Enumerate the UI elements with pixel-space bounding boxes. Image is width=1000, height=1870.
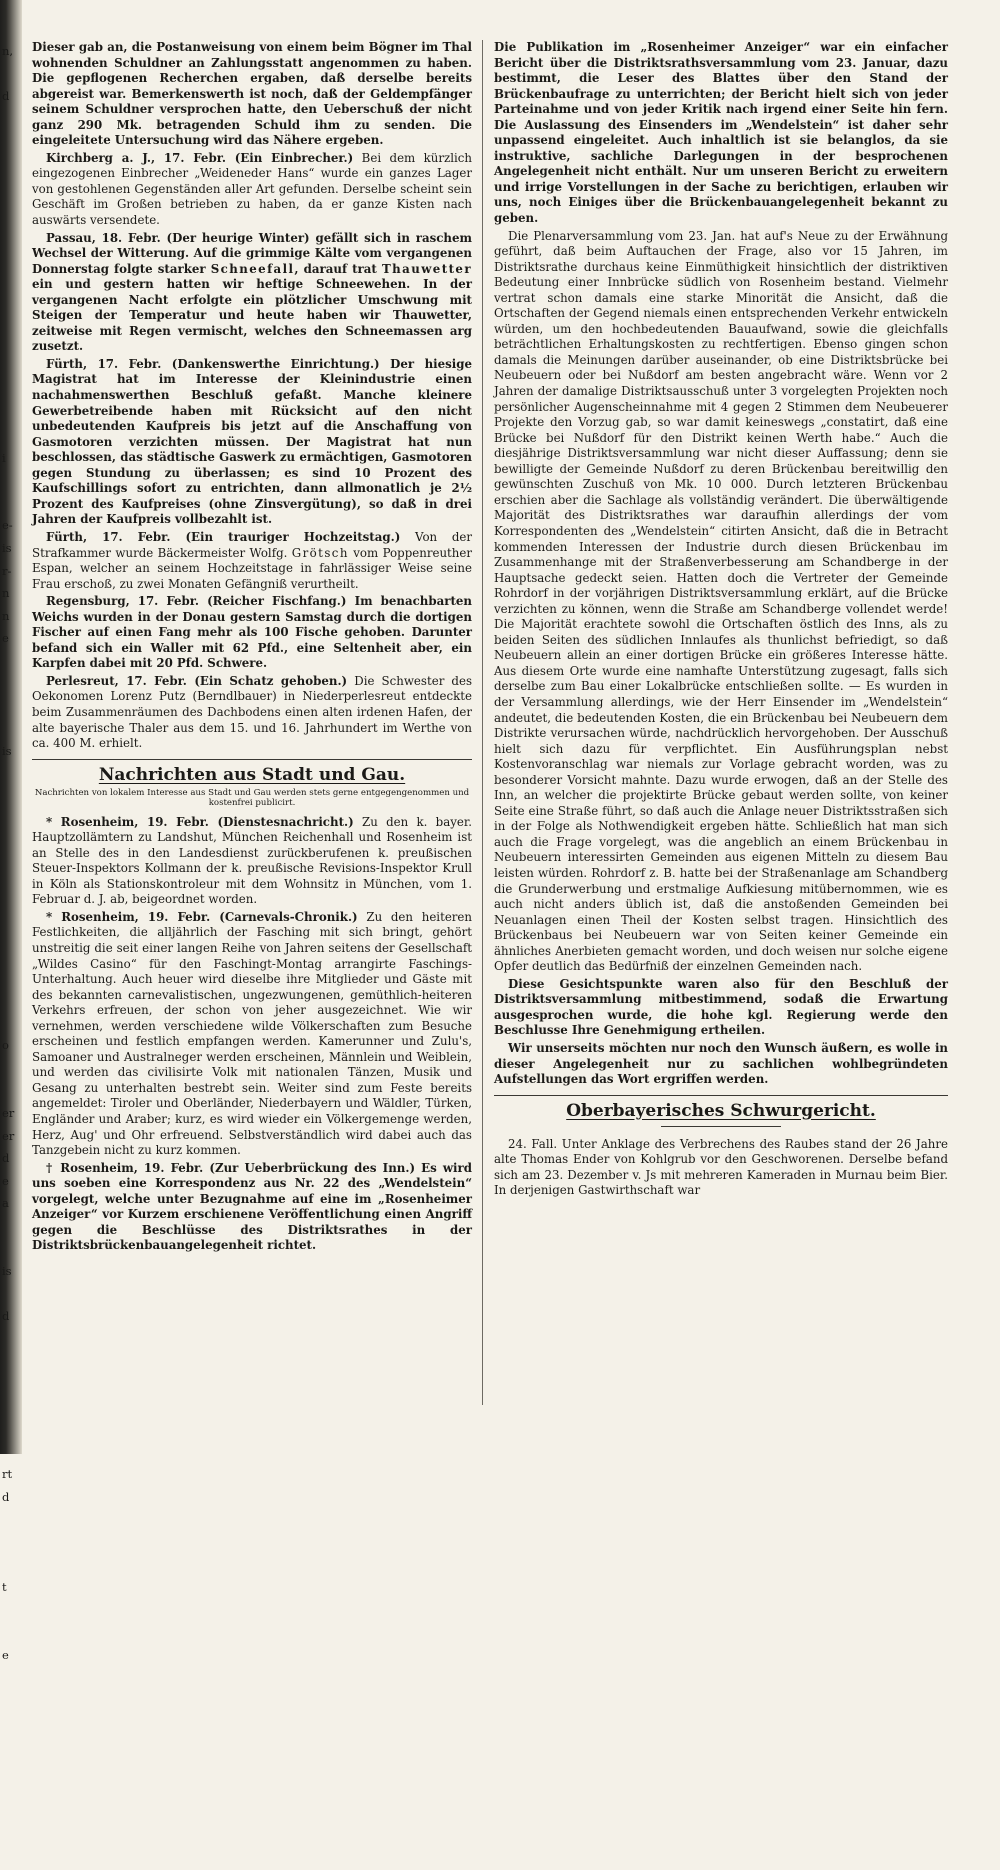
edge-fragment	[2, 1531, 20, 1554]
dateline: Kirchberg a. J., 17. Febr. (Ein Einbrecher.)	[46, 151, 353, 165]
edge-fragment: d	[2, 1147, 20, 1170]
edge-fragment	[2, 876, 20, 899]
edge-fragment: is	[2, 537, 20, 560]
left-column	[32, 40, 472, 1410]
dateline: * Rosenheim, 19. Febr. (Carnevals-Chronik.)	[46, 910, 358, 924]
edge-fragment	[2, 718, 20, 741]
edge-fragment	[2, 1057, 20, 1080]
edge-fragment	[2, 108, 20, 131]
article-passau	[32, 231, 472, 355]
dateline: Perlesreut, 17. Febr. (Ein Schatz gehoben.)	[46, 674, 347, 688]
article-text: vom Poppenreuther Espan, welcher an seinem Hochzeitstage in fahrlässiger Weise seine Frau erschoß, zu zwei Monaten Gefängniß verurtheilt.	[32, 546, 472, 591]
article-perlesreut	[32, 674, 472, 752]
edge-fragment	[2, 153, 20, 176]
edge-fragment	[2, 763, 20, 786]
article-fuerth-hochzeitstag	[32, 530, 472, 592]
article-text: Von der Strafkammer wurde Bäckermeister Wolfg.	[32, 530, 472, 560]
edge-fragment: o	[2, 1034, 20, 1057]
edge-fragment	[2, 1554, 20, 1577]
article-text: Zu den k. bayer. Hauptzollämtern zu Landshut, München Reichenhall und Rosenheim ist an Stelle des in den Landesdienst zurückberufenen k. preußischen Steuer-Inspektors Kollmann der k. preußische Revisions-Inspektor Krull in Köln als Stationskontroleur mit dem Wohnsitz in München, vom 1. Februar d. J. ab, beigeordnet worden.	[32, 815, 472, 907]
edge-fragment: er	[2, 1125, 20, 1148]
edge-fragment	[2, 266, 20, 289]
article-text: Bei dem kürzlich eingezogenen Einbrecher „Weideneder Hans“ wurde ein ganzes Lager von gestohlenen Gegenständen aller Art gefunden. Derselbe scheint sein Geschäft im Großen betrieben zu haben, da er ganze Kisten nach auswärts versendete.	[32, 151, 472, 227]
article-rosenheim-innbruecke	[32, 1161, 472, 1254]
edge-fragment	[2, 1599, 20, 1622]
section-title: Oberbayerisches Schwurgericht.	[494, 1101, 948, 1121]
edge-fragment	[2, 1712, 20, 1735]
edge-fragment	[2, 1689, 20, 1712]
dateline: Fürth, 17. Febr. (Ein trauriger Hochzeitstag.)	[46, 530, 400, 544]
article-kirchberg	[32, 151, 472, 229]
edge-fragment	[2, 1757, 20, 1780]
article-rosenheim-dienstesnachricht	[32, 815, 472, 908]
edge-fragment	[2, 1735, 20, 1758]
section-rule	[661, 1126, 781, 1127]
edge-fragment: i	[2, 447, 20, 470]
edge-fragment	[2, 1825, 20, 1848]
dateline: * Rosenheim, 19. Febr. (Dienstesnachricht.)	[46, 815, 354, 829]
article-text: Zu den heiteren Festlichkeiten, die alljährlich der Fasching mit sich bringt, gehört unstreitig die seit einer langen Reihe von Jahren seitens der Gesellschaft „Wildes Casino“ für den Faschingt-Montag arrangirte Faschings-Unterhaltung. Auch heuer wird dieselbe ihre Mitglieder und Gäste mit des bekannten carnevalistischen, ungezwungenen, gemüthlich-heiteren Verkehrs erfreuen, der schon von jeher ausgezeichnet. Wie wir vernehmen, werden verschiedene wilde Völkerschaften zum Besuche erscheinen und festlich empfangen werden. Kamerunner und Zulu's, Samoaner und Australneger werden erscheinen, Männlein und Weiblein, und werden das civilisirte Volk mit nationalen Tänzen, Musik und Gesang zu unterhalten bestrebt sein. Weiter sind zum Feste bereits angemeldet: Tiroler und Oberländer, Niederbayern und Wäldler, Türken, Engländer und Araber; kurz, es wird wieder ein Völkergemenge werden, Herz, Aug' und Ohr erfreuend. Selbstverständlich wird dabei auch das Tanzgebein nicht zu kurz kommen.	[32, 910, 472, 1157]
article-text: , darauf trat	[294, 262, 376, 276]
edge-fragment	[2, 1350, 20, 1373]
paragraph-wunsch: Wir unserseits möchten nur noch den Wunsch äußern, es wolle in dieser Angelegenheit nur zu sachlichen wohlbegründeten Aufstellungen das Wort ergriffen werden.	[494, 1041, 948, 1088]
dateline: † Rosenheim, 19. Febr. (Zur Ueberbrückung des Inn.)	[46, 1161, 415, 1175]
column-divider	[482, 40, 483, 1405]
spaced-word: Schneefall	[211, 262, 295, 276]
right-column	[494, 40, 948, 1410]
edge-fragment	[2, 899, 20, 922]
edge-fragment	[2, 944, 20, 967]
edge-fragment: e	[2, 627, 20, 650]
section-header-stadt-und-gau	[32, 759, 472, 812]
edge-fragment: n,	[2, 40, 20, 63]
section-title: Nachrichten aus Stadt und Gau.	[32, 765, 472, 785]
edge-fragment	[2, 402, 20, 425]
edge-fragment: is	[2, 740, 20, 763]
edge-fragment	[2, 853, 20, 876]
edge-fragment	[2, 424, 20, 447]
article-text: Es wird uns soeben eine Korrespondenz aus Nr. 22 des „Wendelstein“ vorgelegt, welche unter Bezugnahme auf eine im „Rosenheimer Anzeiger“ vor Kurzem erschienene Veröffentlichung einen Angriff gegen die Beschlüsse des Distriktsrathes in der Distriktsbrückenbauangelegenheit richtet.	[32, 1161, 472, 1253]
edge-fragment	[2, 1622, 20, 1645]
article-text: Die Schwester des Oekonomen Lorenz Putz (Berndlbauer) in Niederperlesreut entdeckte beim Zusammenräumen des Dachbodens einen alten irdenen Hafen, der alte bayerische Thaler aus dem 15. und 16. Jahrhundert im Werthe von ca. 400 M. erhielt.	[32, 674, 472, 750]
edge-fragment	[2, 1283, 20, 1306]
paragraph-plenarversammlung: Die Plenarversammlung vom 23. Jan. hat auf's Neue zu der Erwähnung geführt, daß beim Auftauchen der Frage, also vor 15 Jahren, im Distriktsrathe durchaus keine Einmüthigkeit hinsichtlich der distriktiven Bedeutung einer Innbrücke südlich von Rosenheim bestand. Vielmehr vertrat schon damals eine starke Minorität die Ansicht, daß die Ortschaften der Gegend niemals einen entsprechenden Verkehr entwickeln würden, um den hochbedeutenden Bauaufwand, sowie die gleichfalls beträchtlichen Erhaltungskosten zu rechtfertigen. Ebenso gingen schon damals die Meinungen darüber auseinander, ob eine Distriktsbrücke bei Neubeuern oder bei Nußdorf am besten angebracht wäre. Wenn vor 2 Jahren der damalige Distriktsausschuß unter 3 vorgelegten Projekten noch persönlicher Augenscheinnahme mit 4 gegen 2 Stimmen dem Neubeuerer Projekte den Vorzug gab, so war damit keineswegs „constatirt, daß eine Brücke bei Nußdorf für den Distrikt keinen Werth habe.“ Auch die diesjährige Distriktsversammlung war nicht dieser Auffassung; denn sie bewilligte der Gemeinde Nußdorf zu deren Brückenbau bereitwillig den gewünschten Zuschuß von Mk. 10 000. Durch letzteren Brückenbau erschien aber die Sachlage als vollständig verändert. Die überwältigende Majorität des Distriktsrathes war daraufhin allerdings der vom Korrespondenten des „Wendelstein“ citirten Ansicht, daß die in Betracht kommenden Interessen der Industrie durch diesen Brückenbau im Zusammenhange mit der Straßenverbesserung am Schandberge in der Hauptsache gedeckt seien. Hatten doch die Vertreter der Gemeinde Rohrdorf in der vorjährigen Distriktsversammlung erklärt, auf die Brücke verzichten zu können, wenn die Straße am Schandberge vollendet werde! Die Majorität erachtete sowohl die Ortschaften östlich des Inns, als zu beiden Seiten des südlichen Innlaufes als thunlichst befriedigt, so daß Neubeuern allein an einer dortigen Brücke ein größeres Interesse hätte. Aus diesem Orte wurde eine namhafte Unterstützung zugesagt, falls sich derselbe zum Bau einer Lokalbrücke entschließen sollte. — Es wurden in der Versammlung allerdings, wie der Herr Einsender im „Wendelstein“ andeutet, die bedeutenden Kosten, die ein Brückenbau bei Neubeuern dem Distrikte verursachen würde, nachdrücklich hervorgehoben. Der Ausschuß hielt sich dazu für verpflichtet. Ein Ausführungsplan nebst Kostenvoranschlag war niemals zur Vorlage gebracht worden, was zu besonderer Vorsicht mahnte. Dazu wurde erwogen, daß an der Stelle des Inn, an welcher die projektirte Brücke gebaut werden sollte, von keiner Seite eine Straße führt, so daß auch die Anlage neuer Distriktsstraßen sich in der Folge als Nothwendigkeit ergeben hätte. Schließlich hat man sich auch die Frage vorgelegt, was die angeblich an einem Brückenbau in Neubeuern interessirten Gemeinden aus eigenen Mitteln zu diesem Bau leisten würden. Rohrdorf z. B. hatte bei der Straßenanlage am Schandberg die Grunderwerbung und erstmalige Aufkiesung mitübernommen, wie es auch nicht anders üblich ist, daß die anstoßenden Gemeinden bei Neuanlagen einen Theil der Kosten selbst tragen. Hinsichtlich des Brückenbaus bei Neubeuern war von Seiten keiner Gemeinde ein ähnliches Anerbieten gemacht worden, und doch weisen nur solche eigene Opfer deutlich das Bedürfniß der einzelnen Gemeinden nach.	[494, 229, 948, 975]
edge-fragment	[2, 1848, 20, 1870]
article-fuerth-gasmotoren	[32, 357, 472, 528]
edge-fragment	[2, 1396, 20, 1419]
edge-fragment	[2, 311, 20, 334]
previous-page-edge-text	[2, 40, 20, 1410]
paragraph-gesichtspunkte: Diese Gesichtspunkte waren also für den Beschluß der Distriktsversammlung mitbestimmend, sodaß die Erwartung ausgesprochen wurde, die hohe kgl. Regierung werde den Beschlusse Ihre Genehmigung ertheilen.	[494, 977, 948, 1039]
paragraph-publikation: Die Publikation im „Rosenheimer Anzeiger“ war ein einfacher Bericht über die Distriktsrathsversammlung vom 23. Januar, dazu bestimmt, die Leser des Blattes über den Stand der Brückenbaufrage zu unterrichten; der Bericht hielt sich von jeder Parteinahme und von jeder Kritik nach irgend einer Seite hin fern. Die Auslassung des Einsenders im „Wendelstein“ ist daher sehr unpassend eingeleitet. Auch inhaltlich ist sie belanglos, da sie instruktive, sachliche Darlegungen in der besprochenen Angelegenheit nicht enthält. Nur um unseren Bericht zu erweitern und irrige Vorstellungen in der Sache zu berichtigen, erlauben wir uns, noch Einiges über die Brückenbauangelegenheit bekannt zu geben.	[494, 40, 948, 227]
edge-fragment	[2, 379, 20, 402]
edge-fragment	[2, 1802, 20, 1825]
edge-fragment: n	[2, 605, 20, 628]
edge-fragment	[2, 831, 20, 854]
edge-fragment	[2, 1012, 20, 1035]
edge-fragment	[2, 176, 20, 199]
article-text: Im benachbarten Weichs wurden in der Donau gestern Samstag durch die dortigen Fischer auf einen Fang mehr als 100 Fische gehoben. Darunter befand sich ein Waller mit 62 Pfd., eine Seltenheit aber, ein Karpfen dabei mit 20 Pfd. Schwere.	[32, 594, 472, 670]
edge-fragment	[2, 1780, 20, 1803]
edge-fragment	[2, 786, 20, 809]
spaced-word: Thauwetter	[382, 262, 472, 276]
dateline: Fürth, 17. Febr. (Dankenswerthe Einrichtung.)	[46, 357, 380, 371]
edge-fragment	[2, 1667, 20, 1690]
edge-fragment: a	[2, 1192, 20, 1215]
edge-fragment	[2, 1441, 20, 1464]
edge-fragment: r-	[2, 560, 20, 583]
edge-fragment: e	[2, 1644, 20, 1667]
edge-fragment	[2, 1215, 20, 1238]
edge-fragment	[2, 130, 20, 153]
dateline: Passau, 18. Febr. (Der heurige Winter)	[46, 231, 310, 245]
article-text: ein und gestern hatten wir heftige Schneewehen. In der vergangenen Nacht erfolgte ein plötzlicher Umschwung mit Steigen der Temperatur und heute haben wir Thauwetter, zeitweise mit Regen vermischt, welches den Schneemassen arg zusetzt.	[32, 277, 472, 353]
edge-fragment: e-	[2, 514, 20, 537]
edge-fragment	[2, 198, 20, 221]
paragraph-fall-24: 24. Fall. Unter Anklage des Verbrechens des Raubes stand der 26 Jahre alte Thomas Ender von Kohlgrub vor den Geschworenen. Derselbe befand sich am 23. Dezember v. Js mit mehreren Kameraden in Murnau beim Bier. In derjenigen Gastwirthschaft war	[494, 1137, 948, 1199]
edge-fragment: is	[2, 1260, 20, 1283]
edge-fragment	[2, 1418, 20, 1441]
edge-fragment	[2, 289, 20, 312]
section-header-schwurgericht	[494, 1095, 948, 1134]
edge-fragment	[2, 1328, 20, 1351]
article-regensburg	[32, 594, 472, 672]
edge-fragment	[2, 1237, 20, 1260]
edge-fragment	[2, 469, 20, 492]
edge-fragment	[2, 966, 20, 989]
edge-fragment	[2, 334, 20, 357]
edge-fragment: d	[2, 1486, 20, 1509]
edge-fragment	[2, 650, 20, 673]
edge-fragment	[2, 1509, 20, 1532]
edge-fragment	[2, 921, 20, 944]
edge-fragment: d	[2, 85, 20, 108]
article-text: gefällt sich in raschem Wechsel der Witterung. Auf die grimmige Kälte vom vergangenen Donnerstag folgte starker	[32, 231, 472, 276]
dateline: Regensburg, 17. Febr. (Reicher Fischfang.)	[46, 594, 347, 608]
edge-fragment: er	[2, 1102, 20, 1125]
edge-fragment	[2, 221, 20, 244]
spaced-word: Grötsch	[292, 546, 349, 560]
edge-fragment	[2, 243, 20, 266]
edge-fragment	[2, 63, 20, 86]
edge-fragment: n	[2, 582, 20, 605]
edge-fragment: rt	[2, 1463, 20, 1486]
edge-fragment: e	[2, 1170, 20, 1193]
article-postanweisung: Dieser gab an, die Postanweisung von einem beim Bögner im Thal wohnenden Schuldner an Zahlungsstatt angenommen zu haben. Die gepflogenen Recherchen ergaben, daß derselbe bereits abgereist war. Bemerkenswerth ist noch, daß der Geldempfänger seinem Schuldner versprochen hatte, den Ueberschuß der nicht ganz 290 Mk. betragenden Schuld ihm zu senden. Die eingeleitete Untersuchung wird das Nähere ergeben.	[32, 40, 472, 149]
edge-fragment: t	[2, 1576, 20, 1599]
article-rosenheim-carneval	[32, 910, 472, 1159]
article-text: Der hiesige Magistrat hat im Interesse der Kleinindustrie einen nachahmenswerthen Beschluß gefaßt. Manche kleinere Gewerbetreibende haben mit Rücksicht auf den nicht unbedeutenden Kaufpreis bis jetzt auf die Anschaffung von Gasmotoren verzichten müssen. Der Magistrat hat nun beschlossen, das städtische Gaswerk zu ermächtigen, Gasmotoren gegen Stundung zu überlassen; es sind 10 Prozent des Kaufschillings sofort zu entrichten, dann allmonatlich je 2½ Prozent des Kaufpreises (ohne Zinsvergütung), so daß in drei Jahren der Kaufpreis vollbezahlt ist.	[32, 357, 472, 526]
edge-fragment	[2, 356, 20, 379]
edge-fragment: d	[2, 1305, 20, 1328]
edge-fragment	[2, 492, 20, 515]
edge-fragment	[2, 808, 20, 831]
edge-fragment	[2, 673, 20, 696]
edge-fragment	[2, 989, 20, 1012]
edge-fragment	[2, 1079, 20, 1102]
section-note: Nachrichten von lokalem Interesse aus Stadt und Gau werden stets gerne entgegengenommen und kostenfrei publicirt.	[32, 788, 472, 809]
edge-fragment	[2, 695, 20, 718]
edge-fragment	[2, 1373, 20, 1396]
